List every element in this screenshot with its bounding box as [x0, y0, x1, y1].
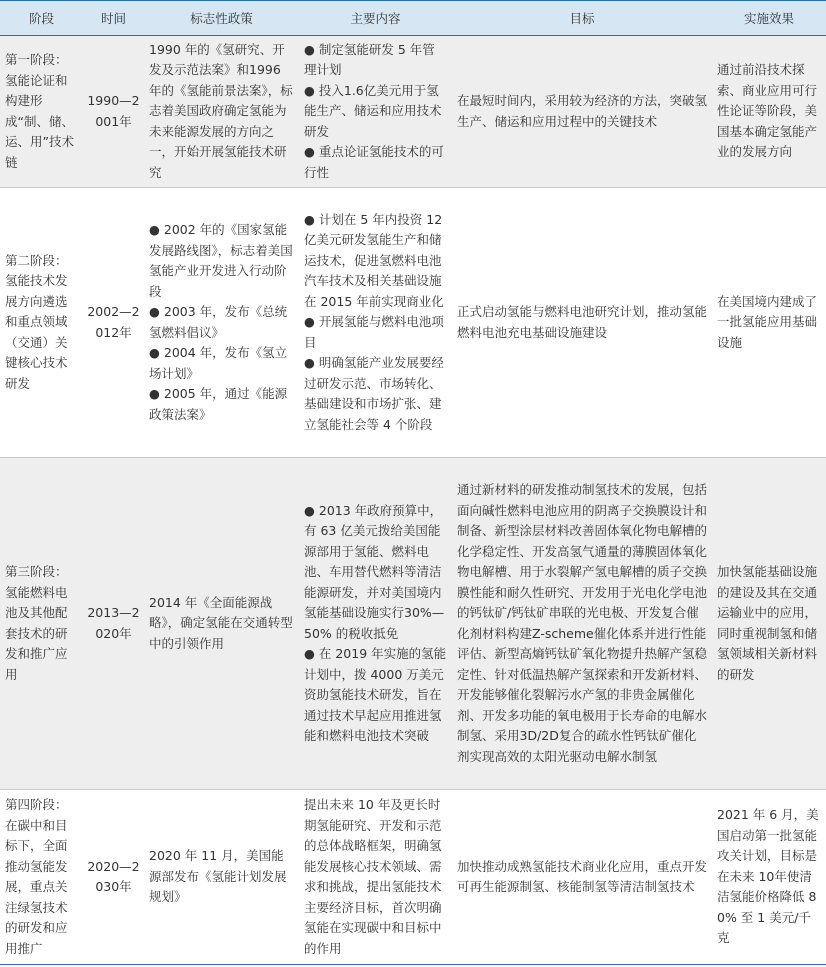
cell-stage: 第四阶段：在碳中和目标下，全面推动氢能发展，重点关注绿氢技术的研发和应用推广	[0, 790, 83, 965]
content-item: ● 计划在 5 年内投资 12 亿美元研发氢能生产和储运技术，促进氢燃料电池汽车技术及相关基础设施在 2015 年前实现商业化	[304, 211, 444, 309]
content-item: ● 开展氢能与燃料电池项目	[304, 314, 444, 350]
header-effect: 实施效果	[712, 1, 826, 36]
cell-effect: 在美国境内建成了一批氢能应用基础设施	[712, 188, 826, 458]
cell-effect: 2021 年 6 月，美国启动第一批氢能攻关计划，目标是在未来 10年使清洁氢能价格降低 80% 至 1 美元/千克	[712, 790, 826, 965]
cell-time: 1990—2001年	[83, 36, 144, 188]
cell-content	[299, 790, 452, 965]
cell-goal: 正式启动氢能与燃料电池研究计划，推动氢能燃料电池充电基础设施建设	[452, 188, 712, 458]
cell-content	[299, 458, 452, 790]
cell-time: 2002—2012年	[83, 188, 144, 458]
cell-policy	[144, 790, 299, 965]
cell-policy	[144, 458, 299, 790]
header-content: 主要内容	[299, 1, 452, 36]
policy-item: ● 2004 年，发布《氢立场计划》	[149, 345, 288, 381]
content-item: ● 制定氢能研发 5 年管理计划	[304, 41, 435, 78]
content-item: ● 在 2019 年实施的氢能计划中，拨 4000 万美元资助氢能技术研发，旨在通过技术早起应用推进氢能和燃料电池技术突破	[304, 646, 447, 743]
table-row-stage-2	[0, 188, 826, 458]
cell-content	[299, 188, 452, 458]
cell-goal: 通过新材料的研发推动制氢技术的发展，包括面向碱性燃料电池应用的阴离子交换膜设计和制备、新型涂层材料改善固体氧化物电解槽的化学稳定性、开发高氢气通量的薄膜固体氧化物电解槽、用于水裂解产氢电解槽的质子交换膜性能和耐久性研究、开发用于光电化学电池的钙钛矿/钙钛矿串联的光电极、开发复合催化剂材料构建Z-scheme催化体系并进行性能评估、新型高熵钙钛矿氧化物提升热解产氢稳定性、针对低温热解产氢探索和开发新材料、开发能够催化裂解污水产氢的非贵金属催化剂、开发多功能的氧电极用于长寿命的电解水制氢、采用3D/2D复合的疏水性钙钛矿催化剂实现高效的太阳光驱动电解水制氢	[452, 458, 712, 790]
cell-stage: 第三阶段：氢能燃料电池及其他配套技术的研发和推广应用	[0, 458, 83, 790]
cell-time: 2013—2020年	[83, 458, 144, 790]
cell-effect: 加快氢能基础设施的建设及其在交通运输业中的应用，同时重视制氢和储氢领域相关新材料的研发	[712, 458, 826, 790]
table-row-stage-1	[0, 36, 826, 188]
header-goal: 目标	[452, 1, 712, 36]
header-stage: 阶段	[0, 1, 83, 36]
cell-stage: 第一阶段：氢能论证和构建形成“制、储、运、用”技术链	[0, 36, 83, 188]
cell-time: 2020—2030年	[83, 790, 144, 965]
content-item: 提出未来 10 年及更长时期氢能研究、开发和示范的总体战略框架，明确氢能发展核心技术领域、需求和挑战，提出氢能技术主要经济目标，首次明确氢能在实现碳中和目标中的作用	[304, 797, 442, 956]
policy-item: 2020 年 11 月，美国能源部发布《氢能计划发展规划》	[149, 848, 287, 905]
content-item: ● 2013 年政府预算中，有 63 亿美元拨给美国能源部用于氢能、燃料电池、车用替代燃料等清洁能源研发，并对美国境内氢能基础设施实行30%—50% 的税收抵免	[304, 502, 445, 641]
content-item: ● 重点论证氢能技术的可行性	[304, 144, 444, 180]
policy-item: 2014 年《全面能源战略》，确定氢能在交通转型中的引领作用	[149, 594, 293, 651]
header-policy: 标志性政策	[144, 1, 299, 36]
content-item: ● 明确氢能产业发展要经过研发示范、市场转化、基础建设和市场扩张、建立氢能社会等 4 个阶段	[304, 355, 444, 432]
cell-policy	[144, 188, 299, 458]
policy-item: ● 2005 年，通过《能源政策法案》	[149, 386, 288, 422]
header-time: 时间	[83, 1, 144, 36]
table-row-stage-3	[0, 458, 826, 790]
cell-content	[299, 36, 452, 188]
policy-item: ● 2003 年，发布《总统氢燃料倡议》	[149, 304, 288, 340]
cell-effect: 通过前沿技术探索、商业应用可行性论证等阶段，美国基本确定氢能产业的发展方向	[712, 36, 826, 188]
content-item: ● 投入1.6亿美元用于氢能生产、储运和应用技术研发	[304, 82, 442, 139]
cell-goal: 在最短时间内，采用较为经济的方法，突破氢生产、储运和应用过程中的关键技术	[452, 36, 712, 188]
policy-item: 1990 年的《氢研究、开发及示范法案》和1996 年的《氢能前景法案》，标志着美国政府确定氢能为未来能源发展的方向之一，开始开展氢能技术研究	[149, 41, 293, 180]
table-row-stage-4	[0, 790, 826, 965]
cell-policy	[144, 36, 299, 188]
policy-item: ● 2002 年的《国家氢能发展路线图》，标志着美国氢能产业开发进入行动阶段	[149, 222, 293, 299]
cell-goal: 加快推动成熟氢能技术商业化应用，重点开发可再生能源制氢、核能制氢等清洁制氢技术	[452, 790, 712, 965]
cell-stage: 第二阶段：氢能技术发展方向遴选和重点领域（交通）关键核心技术研发	[0, 188, 83, 458]
header-row	[0, 1, 826, 36]
